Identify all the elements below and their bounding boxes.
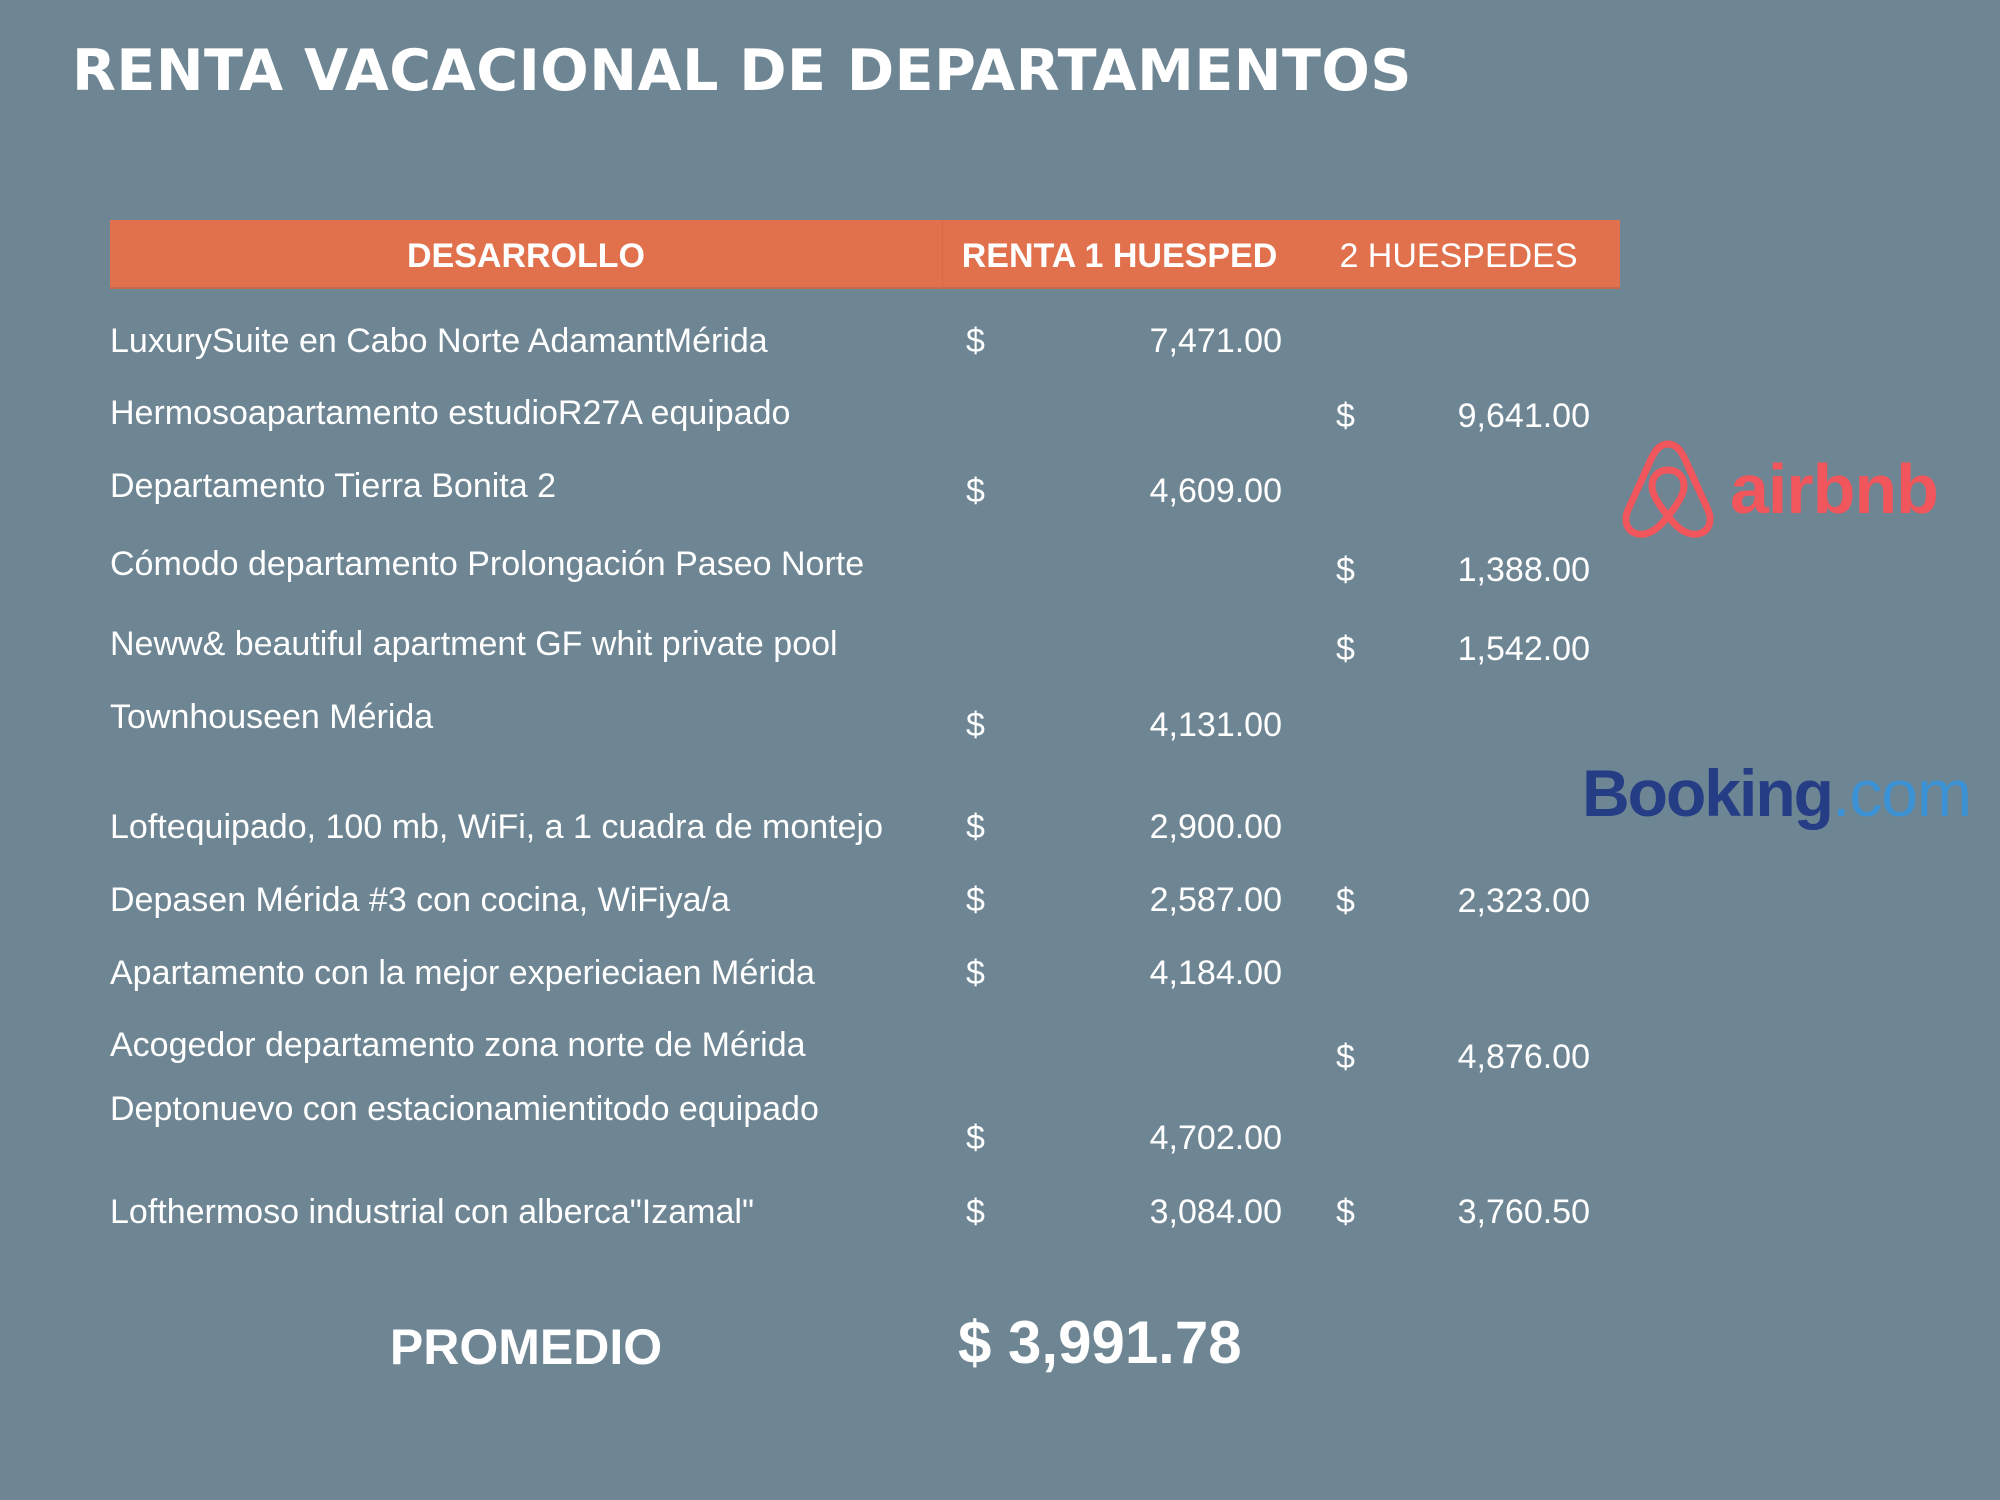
renta-1-value: 4,184.00: [1149, 954, 1282, 992]
currency-sign: $: [966, 808, 985, 846]
currency-sign: $: [966, 472, 985, 510]
table-row: [0, 322, 2000, 372]
row-name: Loftequipado, 100 mb, WiFi, a 1 cuadra de montejo: [110, 808, 884, 846]
currency-sign: $: [1336, 397, 1355, 435]
page-title: RENTA VACACIONAL DE DEPARTAMENTOS: [72, 38, 1412, 104]
row-name: Departamento Tierra Bonita 2: [110, 467, 557, 505]
table-row: [0, 1193, 2000, 1243]
row-name: Hermosoapartamento estudioR27A equipado: [110, 394, 791, 432]
renta-1-value: 2,587.00: [1149, 881, 1282, 919]
currency-sign: $: [966, 1193, 985, 1231]
renta-2-value: 1,388.00: [1457, 551, 1590, 589]
renta-2-value: 4,876.00: [1457, 1038, 1590, 1076]
renta-1-value: 7,471.00: [1149, 322, 1282, 360]
renta-1-value: 3,084.00: [1149, 1193, 1282, 1231]
currency-sign: $: [1336, 630, 1355, 668]
currency-sign: $: [1336, 551, 1355, 589]
promedio-label: PROMEDIO: [389, 1319, 663, 1375]
row-name: Deptonuevo con estacionamientitodo equipado: [110, 1090, 819, 1128]
table-row: [0, 1090, 2000, 1157]
row-name: Lofthermoso industrial con alberca"Izamal": [110, 1193, 755, 1231]
row-name: Acogedor departamento zona norte de Mérida: [110, 1026, 806, 1064]
promedio-value: $ 3,991.78: [958, 1309, 1242, 1376]
table-row: [0, 1026, 2000, 1076]
renta-1-value: 2,900.00: [1149, 808, 1282, 846]
renta-2-value: 1,542.00: [1457, 630, 1590, 668]
row-name: LuxurySuite en Cabo Norte AdamantMérida: [110, 322, 768, 360]
header-desarrollo: DESARROLLO: [110, 220, 943, 287]
table-row: [0, 394, 2000, 444]
currency-sign: $: [1336, 1038, 1355, 1076]
renta-1-value: 4,131.00: [1149, 706, 1282, 744]
table-row: [0, 545, 2000, 595]
currency-sign: $: [966, 954, 985, 992]
row-name: Cómodo departamento Prolongación Paseo Norte: [110, 545, 865, 583]
currency-sign: $: [966, 1119, 985, 1157]
renta-1-value: 4,702.00: [1149, 1119, 1282, 1157]
booking-logo: [1582, 756, 1971, 849]
row-name: Apartamento con la mejor experieciaen Mérida: [110, 954, 815, 992]
row-name: Depasen Mérida #3 con cocina, WiFiya/a: [110, 881, 730, 919]
table-row: [0, 954, 2000, 1004]
row-name: Townhouseen Mérida: [110, 698, 434, 736]
booking-suffix: .com: [1831, 756, 1971, 830]
currency-sign: $: [966, 706, 985, 744]
table-row: [0, 625, 2000, 675]
renta-2-value: 9,641.00: [1457, 397, 1590, 435]
renta-1-value: 4,609.00: [1149, 472, 1282, 510]
row-name: Neww& beautiful apartment GF whit private pool: [110, 625, 838, 663]
currency-sign: $: [966, 881, 985, 919]
currency-sign: $: [966, 322, 985, 360]
currency-sign: $: [1336, 1193, 1355, 1231]
table-row: [0, 698, 2000, 748]
airbnb-wordmark: airbnb: [1730, 450, 1938, 528]
renta-2-value: 3,760.50: [1457, 1193, 1590, 1231]
booking-wordmark: Booking: [1582, 756, 1832, 830]
currency-sign: $: [1336, 882, 1355, 920]
table-header: [110, 220, 1620, 289]
airbnb-belo-icon: [1618, 438, 1718, 540]
renta-2-value: 2,323.00: [1457, 882, 1590, 920]
header-renta-1-huesped: RENTA 1 HUESPED: [961, 237, 1278, 275]
airbnb-logo: [1618, 438, 1948, 540]
header-2-huespedes: 2 HUESPEDES: [1339, 237, 1578, 275]
table-row: [0, 881, 2000, 931]
